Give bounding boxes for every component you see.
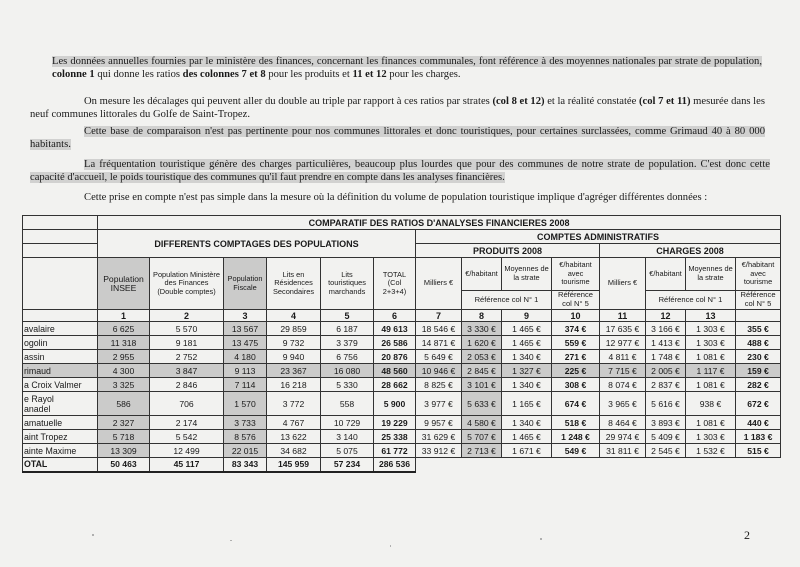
table-cell: 7 715 € bbox=[600, 364, 646, 378]
table-cell: 706 bbox=[150, 392, 224, 416]
col-number: 6 bbox=[374, 310, 416, 322]
header-ministere: Population Ministère des Finances (Double comptes) bbox=[150, 258, 224, 310]
section-charges: CHARGES 2008 bbox=[600, 244, 781, 258]
table-cell: 5 570 bbox=[150, 322, 224, 336]
table-cell: 440 € bbox=[736, 416, 781, 430]
col-number: 13 bbox=[686, 310, 736, 322]
table-cell: 19 229 bbox=[374, 416, 416, 430]
header-fiscale: Population Fiscale bbox=[224, 258, 267, 310]
table-cell: 6 187 bbox=[321, 322, 374, 336]
paragraph-base bbox=[30, 125, 765, 152]
table-cell: 18 546 € bbox=[416, 322, 462, 336]
paragraph-text: mesurée dans les neuf communes littorales du Golfe de Saint-Tropez. bbox=[30, 96, 765, 121]
table-cell: 6 625 bbox=[98, 322, 150, 336]
table-cell: 559 € bbox=[552, 336, 600, 350]
table-body bbox=[23, 322, 781, 472]
table-cell: 1 248 € bbox=[552, 430, 600, 444]
table-cell: 1 465 € bbox=[502, 430, 552, 444]
table-cell: 1 340 € bbox=[502, 378, 552, 392]
col-number: 2 bbox=[150, 310, 224, 322]
table-cell: 8 576 bbox=[224, 430, 267, 444]
table-cell: 2 174 bbox=[150, 416, 224, 430]
table-cell: 672 € bbox=[736, 392, 781, 416]
empty-cell bbox=[416, 458, 462, 472]
table-cell: 549 € bbox=[552, 444, 600, 458]
table-cell: 1 532 € bbox=[686, 444, 736, 458]
table-cell: 5 649 € bbox=[416, 350, 462, 364]
col-number: 11 bbox=[600, 310, 646, 322]
commune-name: ogolin bbox=[23, 336, 98, 350]
table-cell: 308 € bbox=[552, 378, 600, 392]
ratios-table bbox=[22, 215, 781, 473]
col-number: 1 bbox=[98, 310, 150, 322]
scan-speck bbox=[92, 534, 94, 536]
table-cell: 13 475 bbox=[224, 336, 267, 350]
empty-cell bbox=[552, 458, 600, 472]
total-row bbox=[23, 458, 781, 472]
paragraph-text: Les données annuelles fournies par le ministère des finances, concernant les finances communales, font référence à des moyennes nationales par strate de population, bbox=[52, 56, 762, 67]
table-row bbox=[23, 444, 781, 458]
table-cell: 1 465 € bbox=[502, 336, 552, 350]
commune-name: aint Tropez bbox=[23, 430, 98, 444]
table-cell: 1 413 € bbox=[646, 336, 686, 350]
col-number: 7 bbox=[416, 310, 462, 322]
table-cell: 1 117 € bbox=[686, 364, 736, 378]
table-cell: 374 € bbox=[552, 322, 600, 336]
table-cell: 1 165 € bbox=[502, 392, 552, 416]
ref-col5: Référence col N° 5 bbox=[552, 290, 600, 309]
table-cell: 61 772 bbox=[374, 444, 416, 458]
empty-cell bbox=[600, 458, 646, 472]
table-cell: 5 616 € bbox=[646, 392, 686, 416]
table-cell: 2 327 bbox=[98, 416, 150, 430]
ref-col5-charges: Référence col N° 5 bbox=[736, 290, 781, 309]
header-habitant-charges: €/habitant bbox=[646, 258, 686, 291]
table-cell: 518 € bbox=[552, 416, 600, 430]
table-cell: 26 586 bbox=[374, 336, 416, 350]
table-cell: 488 € bbox=[736, 336, 781, 350]
header-moyennes: Moyennes de la strate bbox=[502, 258, 552, 291]
table-cell: 4 180 bbox=[224, 350, 267, 364]
paragraph-text: On mesure les décalages qui peuvent aller du double au triple par rapport à ces ratios par strates bbox=[84, 96, 490, 107]
table-title: COMPARATIF DES RATIOS D'ANALYSES FINANCIERES 2008 bbox=[98, 216, 781, 230]
commune-name: rimaud bbox=[23, 364, 98, 378]
table-cell: 17 635 € bbox=[600, 322, 646, 336]
header-milliers: Milliers € bbox=[416, 258, 462, 310]
table-cell: 1 327 € bbox=[502, 364, 552, 378]
table-cell: 5 330 bbox=[321, 378, 374, 392]
table-cell: 2 955 bbox=[98, 350, 150, 364]
table-cell: 1 303 € bbox=[686, 336, 736, 350]
table-cell: 6 756 bbox=[321, 350, 374, 364]
paragraph-ratios bbox=[52, 55, 762, 82]
table-cell: 2 837 € bbox=[646, 378, 686, 392]
total-cell: 45 117 bbox=[150, 458, 224, 472]
header-moyennes-charges: Moyennes de la strate bbox=[686, 258, 736, 291]
total-cell: 50 463 bbox=[98, 458, 150, 472]
table-cell: 2 713 € bbox=[462, 444, 502, 458]
table-cell: 22 015 bbox=[224, 444, 267, 458]
empty-cell bbox=[646, 458, 686, 472]
table-cell: 1 620 € bbox=[462, 336, 502, 350]
table-cell: 1 183 € bbox=[736, 430, 781, 444]
table-cell: 515 € bbox=[736, 444, 781, 458]
table-cell: 225 € bbox=[552, 364, 600, 378]
table-cell: 3 140 bbox=[321, 430, 374, 444]
table-cell: 3 330 € bbox=[462, 322, 502, 336]
table-cell: 7 114 bbox=[224, 378, 267, 392]
total-label: OTAL bbox=[23, 458, 98, 472]
table-corner bbox=[23, 216, 98, 230]
col-number: 9 bbox=[502, 310, 552, 322]
table-cell: 31 811 € bbox=[600, 444, 646, 458]
table-cell: 12 499 bbox=[150, 444, 224, 458]
section-comptes: COMPTES ADMINISTRATIFS bbox=[416, 230, 781, 244]
table-cell: 1 081 € bbox=[686, 378, 736, 392]
table-cell: 10 729 bbox=[321, 416, 374, 430]
table-row bbox=[23, 322, 781, 336]
table-cell: 1 303 € bbox=[686, 322, 736, 336]
table-cell: 4 580 € bbox=[462, 416, 502, 430]
col-number: 5 bbox=[321, 310, 374, 322]
table-row bbox=[23, 378, 781, 392]
paragraph-text: pour les charges. bbox=[389, 69, 461, 81]
table-cell: 9 940 bbox=[267, 350, 321, 364]
table-cell: 16 080 bbox=[321, 364, 374, 378]
paragraph-decalages bbox=[30, 95, 765, 122]
table-cell: 23 367 bbox=[267, 364, 321, 378]
table-cell: 3 166 € bbox=[646, 322, 686, 336]
paragraph-text: Cette prise en compte n'est pas simple dans la mesure où la définition du volume de population touristique implique d'agréger différentes données : bbox=[84, 192, 708, 203]
bold-ref: des colonnes 7 et 8 bbox=[182, 69, 266, 81]
header-insee: Population INSEE bbox=[98, 258, 150, 310]
table-cell: 5 542 bbox=[150, 430, 224, 444]
total-cell: 83 343 bbox=[224, 458, 267, 472]
bold-ref: colonne 1 bbox=[52, 69, 95, 81]
page-number: 2 bbox=[744, 528, 750, 542]
paragraph-text: qui donne les ratios bbox=[97, 69, 181, 81]
table-cell: 1 671 € bbox=[502, 444, 552, 458]
table-row bbox=[23, 364, 781, 378]
table-cell: 8 074 € bbox=[600, 378, 646, 392]
bold-ref: (col 7 et 11) bbox=[638, 96, 691, 107]
scan-speck bbox=[540, 538, 542, 540]
table-cell: 2 545 € bbox=[646, 444, 686, 458]
table-row bbox=[23, 416, 781, 430]
section-populations: DIFFERENTS COMPTAGES DES POPULATIONS bbox=[98, 230, 416, 258]
table-cell: 4 300 bbox=[98, 364, 150, 378]
ref-col1: Référence col N° 1 bbox=[462, 290, 552, 309]
table-cell: 3 101 € bbox=[462, 378, 502, 392]
commune-name: amatuelle bbox=[23, 416, 98, 430]
table-cell: 2 005 € bbox=[646, 364, 686, 378]
table-cell: 31 629 € bbox=[416, 430, 462, 444]
table-cell: 5 900 bbox=[374, 392, 416, 416]
table-cell: 8 825 € bbox=[416, 378, 462, 392]
table-cell: 1 570 bbox=[224, 392, 267, 416]
total-cell: 57 234 bbox=[321, 458, 374, 472]
header-lits-marchands: Lits touristiques marchands bbox=[321, 258, 374, 310]
ratios-table-wrap bbox=[22, 215, 780, 473]
commune-name: e Rayol anadel bbox=[23, 392, 98, 416]
col-number: 10 bbox=[552, 310, 600, 322]
section-produits: PRODUITS 2008 bbox=[416, 244, 600, 258]
table-cell: 586 bbox=[98, 392, 150, 416]
table-cell: 271 € bbox=[552, 350, 600, 364]
table-cell: 4 767 bbox=[267, 416, 321, 430]
table-cell: 1 303 € bbox=[686, 430, 736, 444]
empty-cell bbox=[686, 458, 736, 472]
header-total: TOTAL (Col 2+3+4) bbox=[374, 258, 416, 310]
table-cell: 9 957 € bbox=[416, 416, 462, 430]
table-cell: 3 379 bbox=[321, 336, 374, 350]
table-cell: 3 893 € bbox=[646, 416, 686, 430]
table-cell: 13 622 bbox=[267, 430, 321, 444]
scan-speck bbox=[390, 545, 391, 547]
empty-cell bbox=[502, 458, 552, 472]
table-row bbox=[23, 430, 781, 444]
table-cell: 33 912 € bbox=[416, 444, 462, 458]
table-cell: 28 662 bbox=[374, 378, 416, 392]
empty-cell bbox=[736, 458, 781, 472]
table-cell: 558 bbox=[321, 392, 374, 416]
column-numbers-row bbox=[23, 310, 781, 322]
col-number: 3 bbox=[224, 310, 267, 322]
table-cell: 230 € bbox=[736, 350, 781, 364]
table-cell: 674 € bbox=[552, 392, 600, 416]
empty-cell bbox=[462, 458, 502, 472]
table-cell: 1 465 € bbox=[502, 322, 552, 336]
table-cell: 13 309 bbox=[98, 444, 150, 458]
table-cell: 8 464 € bbox=[600, 416, 646, 430]
table-cell: 159 € bbox=[736, 364, 781, 378]
table-cell: 12 977 € bbox=[600, 336, 646, 350]
header-habitant-tourisme: €/habitant avec tourisme bbox=[552, 258, 600, 291]
table-cell: 25 338 bbox=[374, 430, 416, 444]
table-cell: 3 772 bbox=[267, 392, 321, 416]
table-cell: 14 871 € bbox=[416, 336, 462, 350]
table-cell: 48 560 bbox=[374, 364, 416, 378]
col-number: 4 bbox=[267, 310, 321, 322]
table-cell: 4 811 € bbox=[600, 350, 646, 364]
ref-col1-charges: Référence col N° 1 bbox=[646, 290, 736, 309]
paragraph-text: pour les produits et bbox=[268, 69, 350, 81]
table-cell: 29 974 € bbox=[600, 430, 646, 444]
table-cell: 13 567 bbox=[224, 322, 267, 336]
table-cell: 1 081 € bbox=[686, 416, 736, 430]
table-cell: 49 613 bbox=[374, 322, 416, 336]
table-row bbox=[23, 350, 781, 364]
scan-speck bbox=[230, 540, 232, 541]
table-cell: 3 325 bbox=[98, 378, 150, 392]
table-cell: 3 847 bbox=[150, 364, 224, 378]
commune-name: ainte Maxime bbox=[23, 444, 98, 458]
paragraph-prise-en-compte bbox=[30, 191, 770, 204]
bold-ref: 11 et 12 bbox=[352, 69, 387, 81]
table-cell: 2 053 € bbox=[462, 350, 502, 364]
table-cell: 5 707 € bbox=[462, 430, 502, 444]
table-cell: 355 € bbox=[736, 322, 781, 336]
paragraph-text: et la réalité constatée bbox=[547, 96, 637, 107]
table-cell: 9 732 bbox=[267, 336, 321, 350]
table-cell: 9 181 bbox=[150, 336, 224, 350]
table-cell: 1 340 € bbox=[502, 416, 552, 430]
table-cell: 3 733 bbox=[224, 416, 267, 430]
header-residences: Lits en Résidences Secondaires bbox=[267, 258, 321, 310]
table-cell: 34 682 bbox=[267, 444, 321, 458]
table-row bbox=[23, 336, 781, 350]
paragraph-text: La fréquentation touristique génère des charges particulières, beaucoup plus lourdes que pour des communes de notre strate de population. C'est donc cette capacité d'accueil, le poids touristique des communes qu'il faut prendre en compte dans les analyses financières. bbox=[30, 159, 770, 184]
table-cell: 5 718 bbox=[98, 430, 150, 444]
table-cell: 9 113 bbox=[224, 364, 267, 378]
table-cell: 3 965 € bbox=[600, 392, 646, 416]
table-cell: 938 € bbox=[686, 392, 736, 416]
table-cell: 20 876 bbox=[374, 350, 416, 364]
table-cell: 2 752 bbox=[150, 350, 224, 364]
table-cell: 10 946 € bbox=[416, 364, 462, 378]
table-cell: 1 081 € bbox=[686, 350, 736, 364]
table-cell: 5 409 € bbox=[646, 430, 686, 444]
table-cell: 16 218 bbox=[267, 378, 321, 392]
table-cell: 5 075 bbox=[321, 444, 374, 458]
paragraph-frequentation bbox=[30, 158, 770, 185]
table-cell: 1 340 € bbox=[502, 350, 552, 364]
col-number: 8 bbox=[462, 310, 502, 322]
total-cell: 286 536 bbox=[374, 458, 416, 472]
table-cell: 29 859 bbox=[267, 322, 321, 336]
header-habitant-tourisme-charges: €/habitant avec tourisme bbox=[736, 258, 781, 291]
paragraph-text: Cette base de comparaison n'est pas pertinente pour nos communes littorales et donc touristiques, pour certaines surclassées, comme Grimaud 40 à 80 000 habitants. bbox=[30, 126, 765, 151]
table-row bbox=[23, 392, 781, 416]
table-cell: 11 318 bbox=[98, 336, 150, 350]
bold-ref: (col 8 et 12) bbox=[492, 96, 545, 107]
header-milliers-charges: Milliers € bbox=[600, 258, 646, 310]
total-cell: 145 959 bbox=[267, 458, 321, 472]
table-cell: 3 977 € bbox=[416, 392, 462, 416]
table-cell: 2 846 bbox=[150, 378, 224, 392]
commune-name: avalaire bbox=[23, 322, 98, 336]
commune-name: assin bbox=[23, 350, 98, 364]
table-cell: 1 748 € bbox=[646, 350, 686, 364]
table-cell: 282 € bbox=[736, 378, 781, 392]
table-cell: 5 633 € bbox=[462, 392, 502, 416]
commune-name: a Croix Valmer bbox=[23, 378, 98, 392]
col-number: 12 bbox=[646, 310, 686, 322]
table-cell: 2 845 € bbox=[462, 364, 502, 378]
header-habitant: €/habitant bbox=[462, 258, 502, 291]
